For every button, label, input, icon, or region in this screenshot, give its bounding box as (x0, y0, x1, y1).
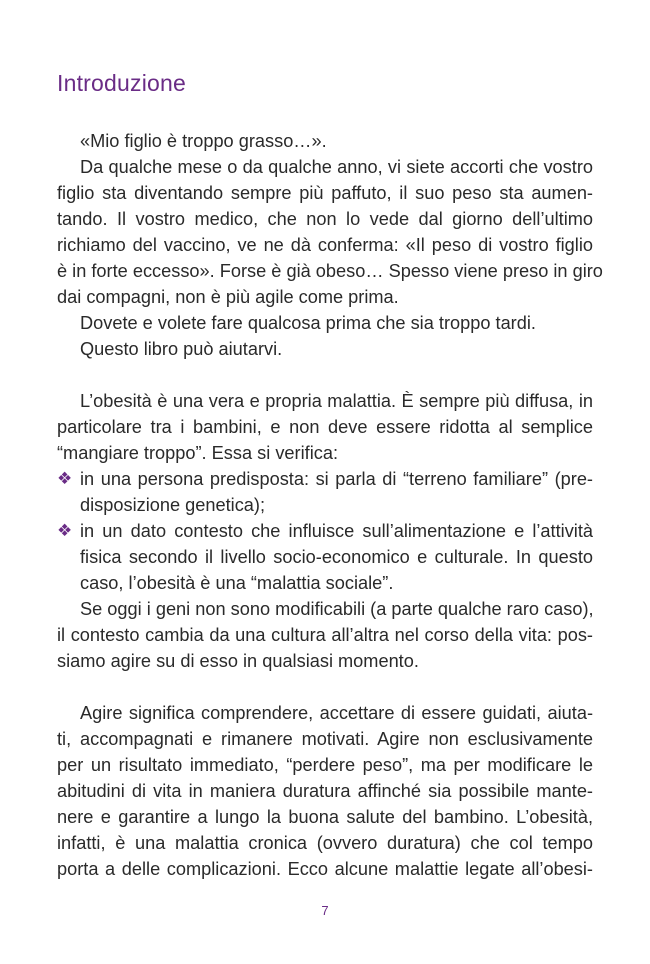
text-line: Questo libro può aiutarvi. (80, 339, 283, 359)
text-line: abitudini di vita in maniera duratura affinché sia possibile mante- (57, 781, 593, 801)
page-number: 7 (321, 903, 329, 918)
text-line: L’obesità è una vera e propria malattia. È sempre più diffusa, in (80, 391, 593, 411)
text-line: richiamo del vaccino, ve ne dà conferma: «Il peso di vostro figlio (57, 235, 593, 255)
text-line: il contesto cambia da una cultura all’altra nel corso della vita: pos- (57, 625, 593, 645)
diamond-bullet-icon: ❖ (57, 521, 73, 540)
diamond-bullet-icon: ❖ (57, 469, 73, 488)
text-line: “mangiare troppo”. Essa si verifica: (57, 443, 339, 463)
text-line: infatti, è una malattia cronica (ovvero duratura) che col tempo (57, 833, 593, 853)
text-line: particolare tra i bambini, e non deve essere ridotta al semplice (57, 417, 593, 437)
list-item-line: in un dato contesto che influisce sull’alimentazione e l’attività (80, 521, 593, 541)
text-line: siamo agire su di esso in qualsiasi momento. (57, 651, 419, 671)
text-line: «Mio figlio è troppo grasso…». (80, 131, 327, 151)
text-line: figlio sta diventando sempre più paffuto, il suo peso sta aumen- (57, 183, 593, 203)
text-line: Dovete e volete fare qualcosa prima che sia troppo tardi. (80, 313, 536, 333)
text-line: Agire significa comprendere, accettare di essere guidati, aiuta- (80, 703, 593, 723)
list-item-line: in una persona predisposta: si parla di “terreno familiare” (pre- (80, 469, 593, 489)
text-line: nere e garantire a lungo la buona salute del bambino. L’obesità, (57, 807, 593, 827)
text-line: porta a delle complicazioni. Ecco alcune malattie legate all’obesi- (57, 859, 593, 879)
text-line: Da qualche mese o da qualche anno, vi siete accorti che vostro (80, 157, 593, 177)
text-line: è in forte eccesso». Forse è già obeso… Spesso viene preso in giro (57, 261, 603, 281)
text-line: ti, accompagnati e rimanere motivati. Agire non esclusivamente (57, 729, 593, 749)
text-line: per un risultato immediato, “perdere peso”, ma per modificare le (57, 755, 593, 775)
list-item-line: disposizione genetica); (80, 495, 266, 515)
page-title: Introduzione (57, 70, 186, 96)
text-line: tando. Il vostro medico, che non lo vede dal giorno dell’ultimo (57, 209, 593, 229)
text-line: Se oggi i geni non sono modificabili (a parte qualche raro caso), (80, 599, 594, 619)
text-line: dai compagni, non è più agile come prima. (57, 287, 399, 307)
list-item-line: fisica secondo il livello socio-economico e culturale. In questo (80, 547, 593, 567)
list-item-line: caso, l’obesità è una “malattia sociale”. (80, 573, 394, 593)
